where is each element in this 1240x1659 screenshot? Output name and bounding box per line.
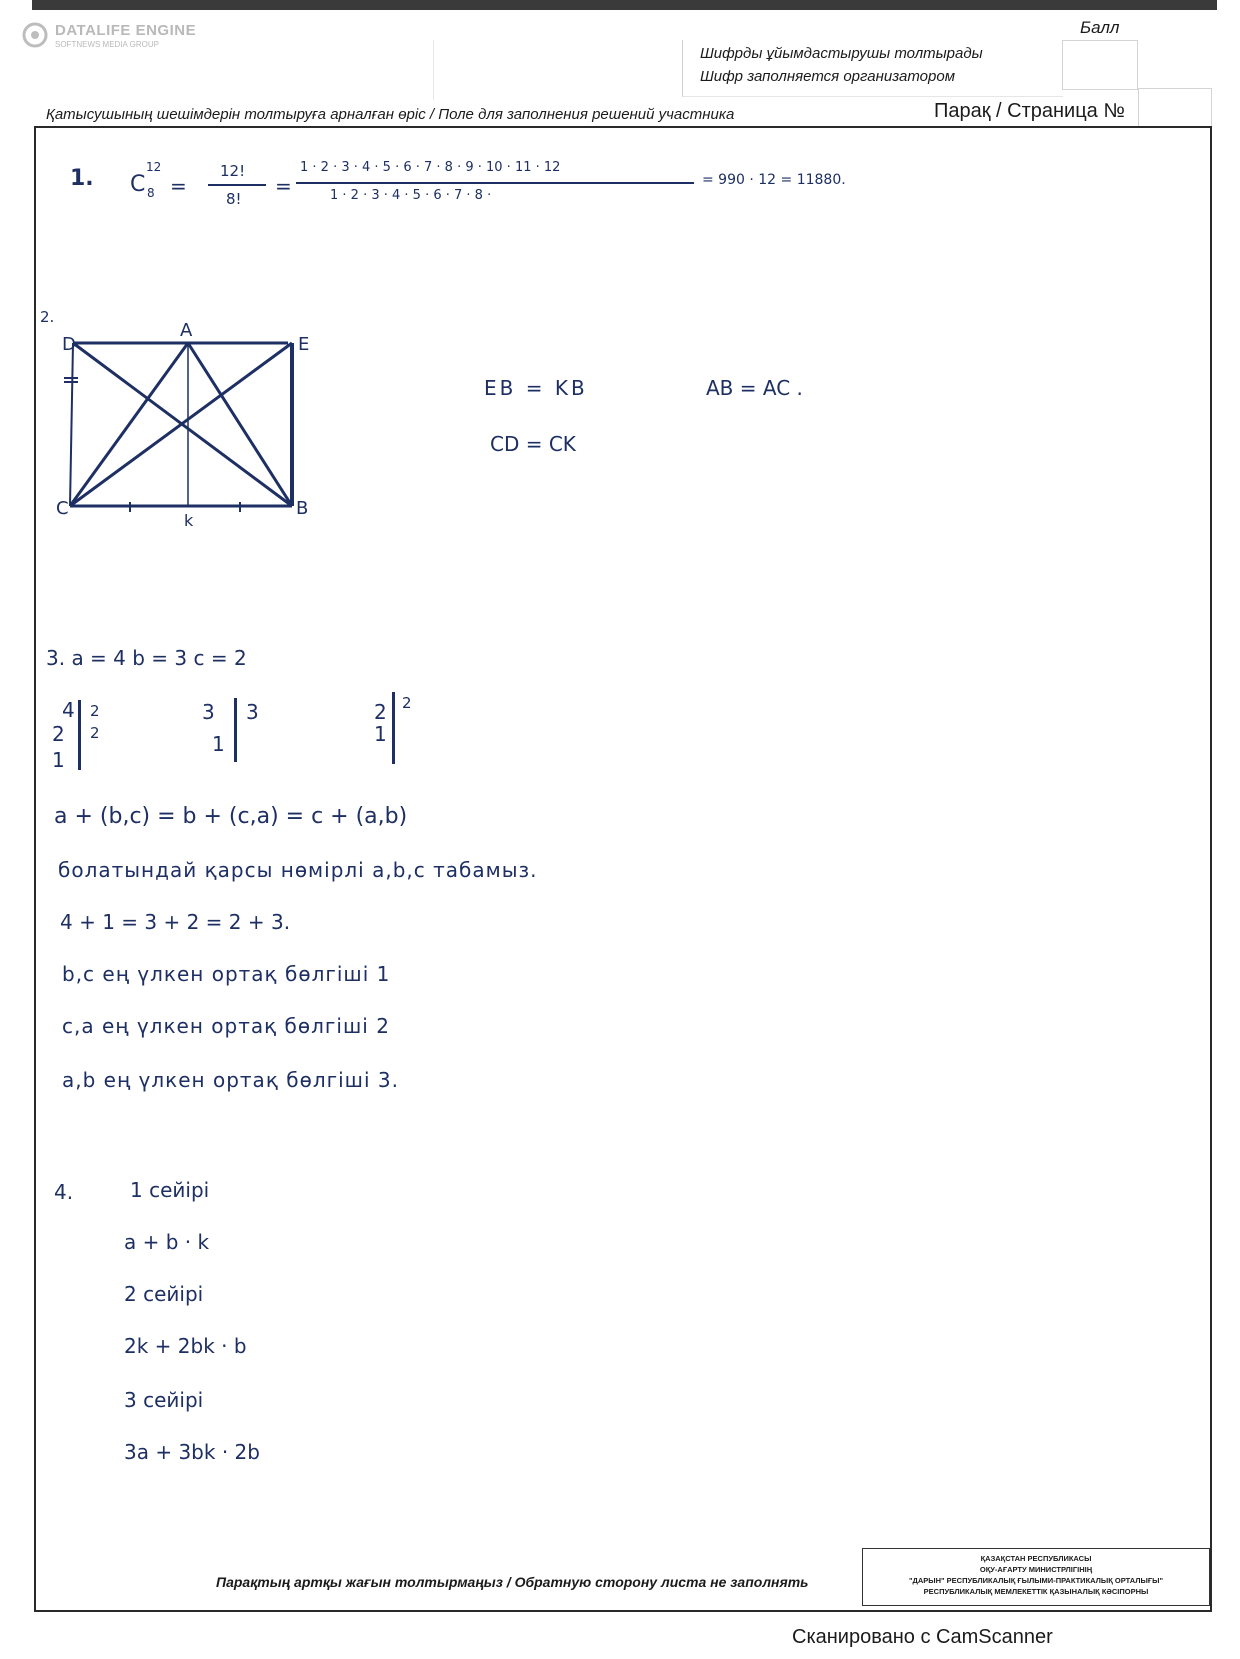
segment-CA bbox=[70, 343, 188, 506]
scan-top-edge bbox=[32, 0, 1217, 10]
equals-2: = bbox=[275, 174, 292, 198]
vertex-E: E bbox=[298, 334, 310, 355]
problem-4-number: 4. bbox=[54, 1180, 74, 1204]
division-c-bar bbox=[392, 692, 395, 764]
problem-3-line-4: b,c ең үлкен ортақ бөлгіші 1 bbox=[62, 962, 391, 986]
problem-1-number: 1. bbox=[70, 166, 94, 191]
cipher-instruction-ru: Шифр заполняется организатором bbox=[700, 68, 955, 85]
stamp-text bbox=[863, 1553, 1209, 1597]
score-label: Балл bbox=[1080, 18, 1120, 37]
fraction-2-numerator: 1 · 2 · 3 · 4 · 5 · 6 · 7 · 8 · 9 · 10 · 11 · 12 bbox=[300, 160, 561, 175]
back-side-note: Парақтың артқы жағын толтырмаңыз / Обратную сторону листа не заполнять bbox=[216, 1574, 809, 1590]
division-a-right-1: 2 bbox=[90, 702, 100, 720]
combination-subscript: 8 bbox=[147, 186, 155, 200]
division-c-right-1: 2 bbox=[402, 694, 412, 712]
cipher-instructions bbox=[700, 42, 983, 88]
stamp-line-2: ОҚУ-АҒАРТУ МИНИСТРЛІГІНІҢ bbox=[979, 1565, 1093, 1574]
problem-4-line-1: 1 сейірі bbox=[130, 1178, 210, 1202]
segment-AB bbox=[188, 343, 292, 506]
camscanner-caption: Сканировано с CamScanner bbox=[792, 1626, 1053, 1648]
fraction-2-bar bbox=[296, 182, 694, 184]
problem-1-result: = 990 · 12 = 11880. bbox=[702, 172, 846, 188]
segment-DC bbox=[70, 343, 73, 506]
problem-3-line-6: a,b ең үлкен ортақ бөлгіші 3. bbox=[62, 1068, 399, 1092]
division-b-right-1: 3 bbox=[246, 700, 259, 724]
solution-field-label: Қатысушының шешімдерін толтыруға арналған өріс / Поле для заполнения решений участника bbox=[46, 106, 735, 123]
combination-symbol: C bbox=[130, 172, 146, 197]
fraction-1-bar bbox=[208, 184, 266, 186]
vertex-C: C bbox=[56, 498, 69, 519]
division-a-right-2: 2 bbox=[90, 724, 100, 742]
problem-4-line-2: a + b · k bbox=[124, 1230, 210, 1254]
equation-cd-ck: CD = CK bbox=[490, 432, 576, 456]
problem-3-line-1: a + (b,c) = b + (c,a) = c + (a,b) bbox=[54, 804, 408, 829]
geometry-diagram bbox=[30, 300, 350, 540]
division-b-bar bbox=[234, 698, 237, 762]
equals-1: = bbox=[170, 174, 187, 198]
problem-3-line-2: болатындай қарсы нөмірлі a,b,c табамыз. bbox=[58, 858, 538, 882]
score-box bbox=[1062, 40, 1138, 90]
problem-3-line-3: 4 + 1 = 3 + 2 = 2 + 3. bbox=[60, 910, 291, 934]
vertex-D: D bbox=[62, 334, 76, 355]
division-a-left-1: 4 bbox=[62, 698, 75, 722]
cipher-field-left bbox=[433, 40, 669, 100]
problem-4-line-5: 3 сейірі bbox=[124, 1388, 204, 1412]
division-b-left-2: 1 bbox=[212, 732, 225, 756]
equation-eb-kb: EB = KB bbox=[484, 376, 588, 400]
division-c-left-2: 1 bbox=[374, 722, 387, 746]
division-a-left-3: 1 bbox=[52, 748, 65, 772]
division-b-left-1: 3 bbox=[202, 700, 215, 724]
watermark-subtitle: SOFTNEWS MEDIA GROUP bbox=[55, 40, 160, 49]
page-number-box bbox=[1138, 88, 1212, 128]
cipher-instruction-kz: Шифрды ұйымдастырушы толтырады bbox=[700, 45, 983, 62]
problem-4-line-3: 2 сейірі bbox=[124, 1282, 204, 1306]
vertex-A: A bbox=[180, 320, 193, 341]
stamp-line-3: "ДАРЫН" РЕСПУБЛИКАЛЫҚ ҒЫЛЫМИ-ПРАКТИКАЛЫҚ ОРТАЛЫҒЫ" bbox=[908, 1576, 1164, 1585]
combination-superscript: 12 bbox=[146, 160, 162, 174]
fraction-2-denominator: 1 · 2 · 3 · 4 · 5 · 6 · 7 · 8 · bbox=[330, 188, 492, 203]
stamp-line-1: ҚАЗАҚСТАН РЕСПУБЛИКАСЫ bbox=[980, 1554, 1092, 1563]
division-a-bar bbox=[78, 700, 81, 770]
page-number-label: Парақ / Страница № bbox=[934, 100, 1125, 122]
equation-ab-ac: AB = AC . bbox=[706, 376, 803, 400]
problem-4-line-6: 3a + 3bk · 2b bbox=[124, 1440, 260, 1464]
vertex-B: B bbox=[296, 498, 309, 519]
watermark-title: DATALIFE ENGINE bbox=[55, 22, 197, 39]
division-c-left-1: 2 bbox=[374, 700, 387, 724]
stamp-line-4: РЕСПУБЛИКАЛЫҚ МЕМЛЕКЕТТІК ҚАЗЫНАЛЫҚ КӘСІПОРНЫ bbox=[923, 1587, 1149, 1596]
vertex-K: k bbox=[184, 511, 194, 530]
fraction-1-numerator: 12! bbox=[220, 162, 246, 180]
problem-3-title: 3. a = 4 b = 3 c = 2 bbox=[46, 646, 247, 670]
fraction-1-denominator: 8! bbox=[226, 190, 242, 208]
problem-3-line-5: c,a ең үлкен ортақ бөлгіші 2 bbox=[62, 1014, 390, 1038]
official-stamp bbox=[862, 1548, 1210, 1606]
datalife-logo-icon bbox=[22, 22, 48, 48]
division-a-left-2: 2 bbox=[52, 722, 65, 746]
problem-2-number: 2. bbox=[40, 308, 55, 326]
problem-4-line-4: 2k + 2bk · b bbox=[124, 1334, 247, 1358]
